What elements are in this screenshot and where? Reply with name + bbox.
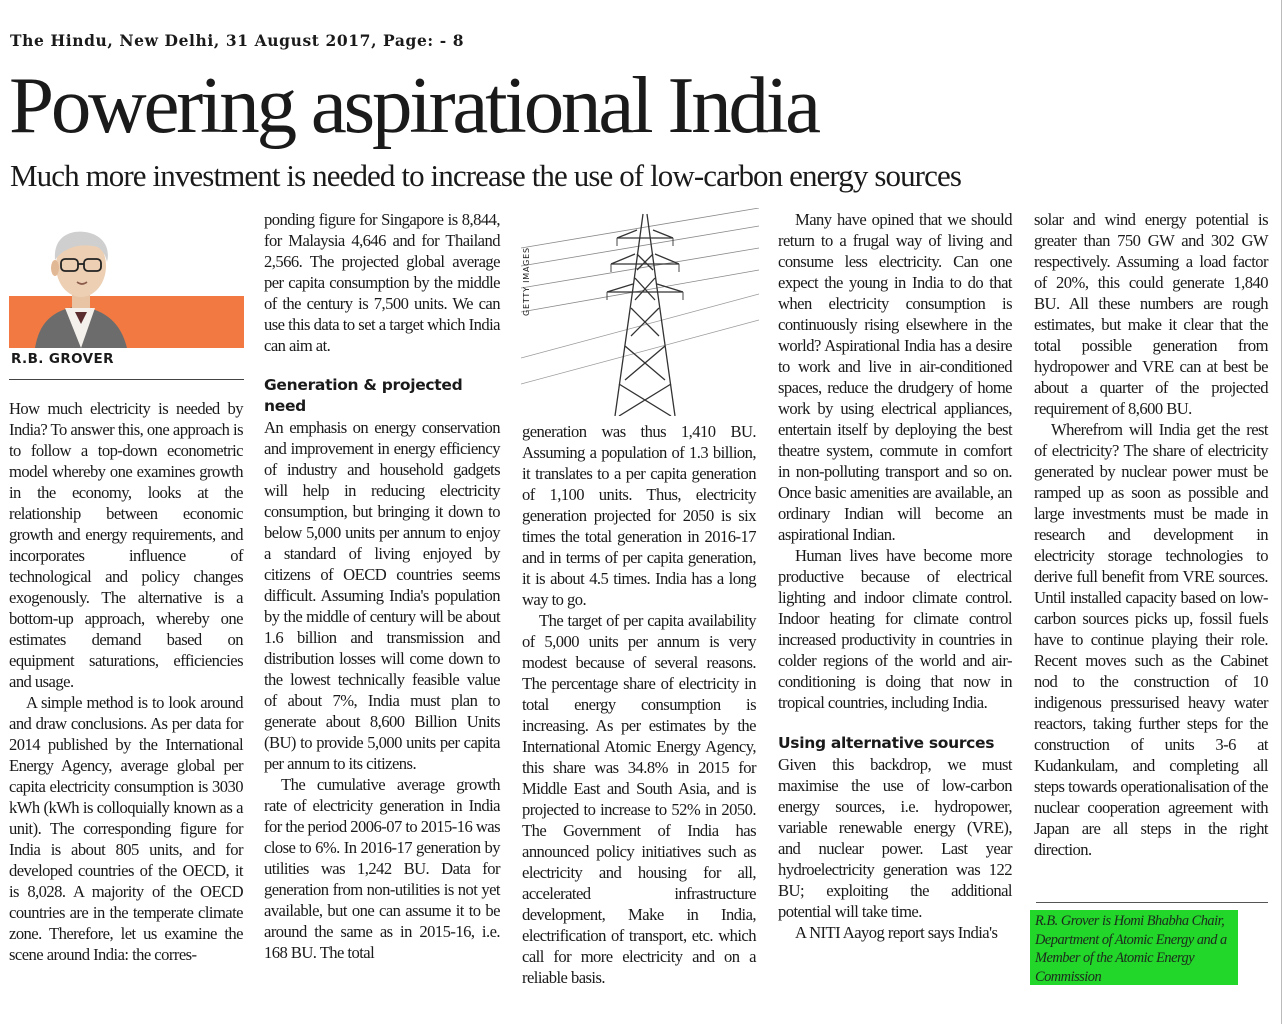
headline: Powering aspirational India — [9, 60, 818, 150]
author-byline: R.B. GROVER — [11, 351, 114, 367]
paragraph: The target of per capita availability of 5,000 units per annum is very modest because of several reasons. The percentage share of electricity in total energy consumption is increasing. As per estimates by the International Atomic Energy Agency, this share was 34.8% in 2015 for Middle East and South Asia, and is projected to increase to 52% in 2050. The Government of India has announced policy initiatives such as electricity and housing for all, accelerated infrastructure development, Make in India, electrification of transport, etc. which call for more electricity and on a reliable basis. — [522, 611, 756, 987]
end-rule — [1036, 902, 1268, 903]
subheadline: Much more investment is needed to increase the use of low-carbon energy sources — [10, 158, 961, 193]
page-edge — [1281, 0, 1282, 1024]
paragraph: generation was thus 1,410 BU. Assuming a population of 1.3 billion, it translates to a per capita generation of 1,100 units. Thus, electricity generation projected for 2050 is six times the total generation in 2016-17 and in terms of per capita generation, it is about 4.5 times. India has a long way to go. — [522, 422, 756, 609]
paragraph: Given this backdrop, we must maximise the use of low-carbon energy sources, i.e. hydropower, variable renewable energy (VRE), and nuclear power. Last year hydroelectricity generation was 122 BU; exploiting the additional potential will take time. — [778, 755, 1012, 921]
paragraph: A NITI Aayog report says India's — [795, 923, 998, 942]
paragraph: ponding figure for Singapore is 8,844, for Malaysia 4,646 and for Thailand 2,566. The projected global average per capita consumption by the middle of the century is 7,500 units. We can use this data to set a target which India can aim at. — [264, 210, 500, 355]
section-heading: Using alternative sources — [778, 734, 995, 752]
author-block — [9, 208, 244, 380]
article-column-5 — [1034, 209, 1268, 860]
paragraph: solar and wind energy potential is greater than 750 GW and 302 GW respectively. Assuming a load factor of 20%, this could generate 1,840 BU. All these numbers are rough estimates, but make it clear that the total possible generation from hydropower and VRE can at best be about a quarter of the projected requirement of 8,600 BU. — [1034, 210, 1268, 418]
section-heading: Generation & projected need — [264, 376, 463, 415]
author-note: R.B. Grover is Homi Bhabha Chair, Department of Atomic Energy and a Member of the Atomic Energy Commission — [1030, 910, 1238, 985]
paragraph: Many have opined that we should return to a frugal way of living and consume less electricity. Can one expect the young in India to do that when electricity consumption is continuously rising elsewhere in the world? Aspirational India has a desire to work and live in air-conditioned spaces, reduce the drudgery of home work by using electrical appliances, entertain itself by deploying the best theatre system, commute in comfort in non-polluting transport and so on. Once basic amenities are available, an ordinary Indian will become an aspirational Indian. — [778, 210, 1012, 544]
paragraph: Human lives have become more productive because of electrical lighting and indoor climate control. Indoor heating for climate control increased productivity in countries in colder regions of the world and air-conditioning is doing that now in tropical countries, including India. — [778, 546, 1012, 712]
transmission-tower-photo — [521, 208, 759, 416]
paragraph: An emphasis on energy conservation and improvement in energy efficiency of industry and household gadgets will help in reducing electricity consumption, but bringing it down to below 5,000 units per annum to enjoy a standard of living enjoyed by citizens of OECD countries seems difficult. Assuming India's population by the middle of century will be about 1.6 billion and transmission and distribution losses will come down to the lowest technically feasible value of about 7%, India must plan to generate about 8,600 Billion Units (BU) to provide 5,000 units per capita per annum to its citizens. — [264, 418, 500, 773]
source-line: The Hindu, New Delhi, 31 August 2017, Page: - 8 — [10, 31, 465, 50]
paragraph: A simple method is to look around and draw conclusions. As per data for 2014 published by the International Energy Agency, average global per capita electricity consumption is 3030 kWh (kWh is colloquially known as a unit). The corresponding figure for India is about 805 units, and for developed countries of the OECD, it is 8,028. A majority of the OECD countries are in the temperate climate zone. Therefore, let us examine the scene around India: the corres- — [9, 693, 243, 964]
paragraph: Wherefrom will India get the rest of electricity? The share of electricity generated by nuclear power must be ramped up as soon as possible and large investments must be made in research and development in electricity storage technologies to derive full benefit from VRE sources. Until installed capacity based on low-carbon sources picks up, fossil fuels have to continue playing their role. Recent moves such as the Cabinet nod to the construction of 10 indigenous pressurised heavy water reactors, taking further steps for the construction of units 3-6 at Kudankulam, and completing all steps towards operationalisation of the nuclear cooperation agreement with Japan are all steps in the right direction. — [1034, 420, 1268, 859]
article-column-2 — [264, 209, 500, 963]
paragraph: How much electricity is needed by India? To answer this, one approach is to follow a top-down econometric model whereby one examines growth in the economy, looks at the relationship between economic growth and energy requirements, and incorporates influence of technological and policy changes exogenously. The alternative is a bottom-up approach, whereby one estimates demand based on equipment saturations, efficiencies and usage. — [9, 399, 243, 691]
photo-credit: GETTY IMAGES — [522, 247, 531, 316]
article-column-1 — [9, 398, 243, 965]
author-portrait-illustration — [21, 212, 141, 348]
article-column-4 — [778, 209, 1012, 943]
article-column-3 — [522, 421, 756, 988]
paragraph: The cumulative average growth rate of electricity generation in India for the period 2006-07 to 2015-16 was close to 6%. In 2016-17 generation by utilities was 1,242 BU. Data for generation from non-utilities is not yet available, but one can assume it to be around the same as in 2015-16, i.e. 168 BU. The total — [264, 775, 500, 962]
